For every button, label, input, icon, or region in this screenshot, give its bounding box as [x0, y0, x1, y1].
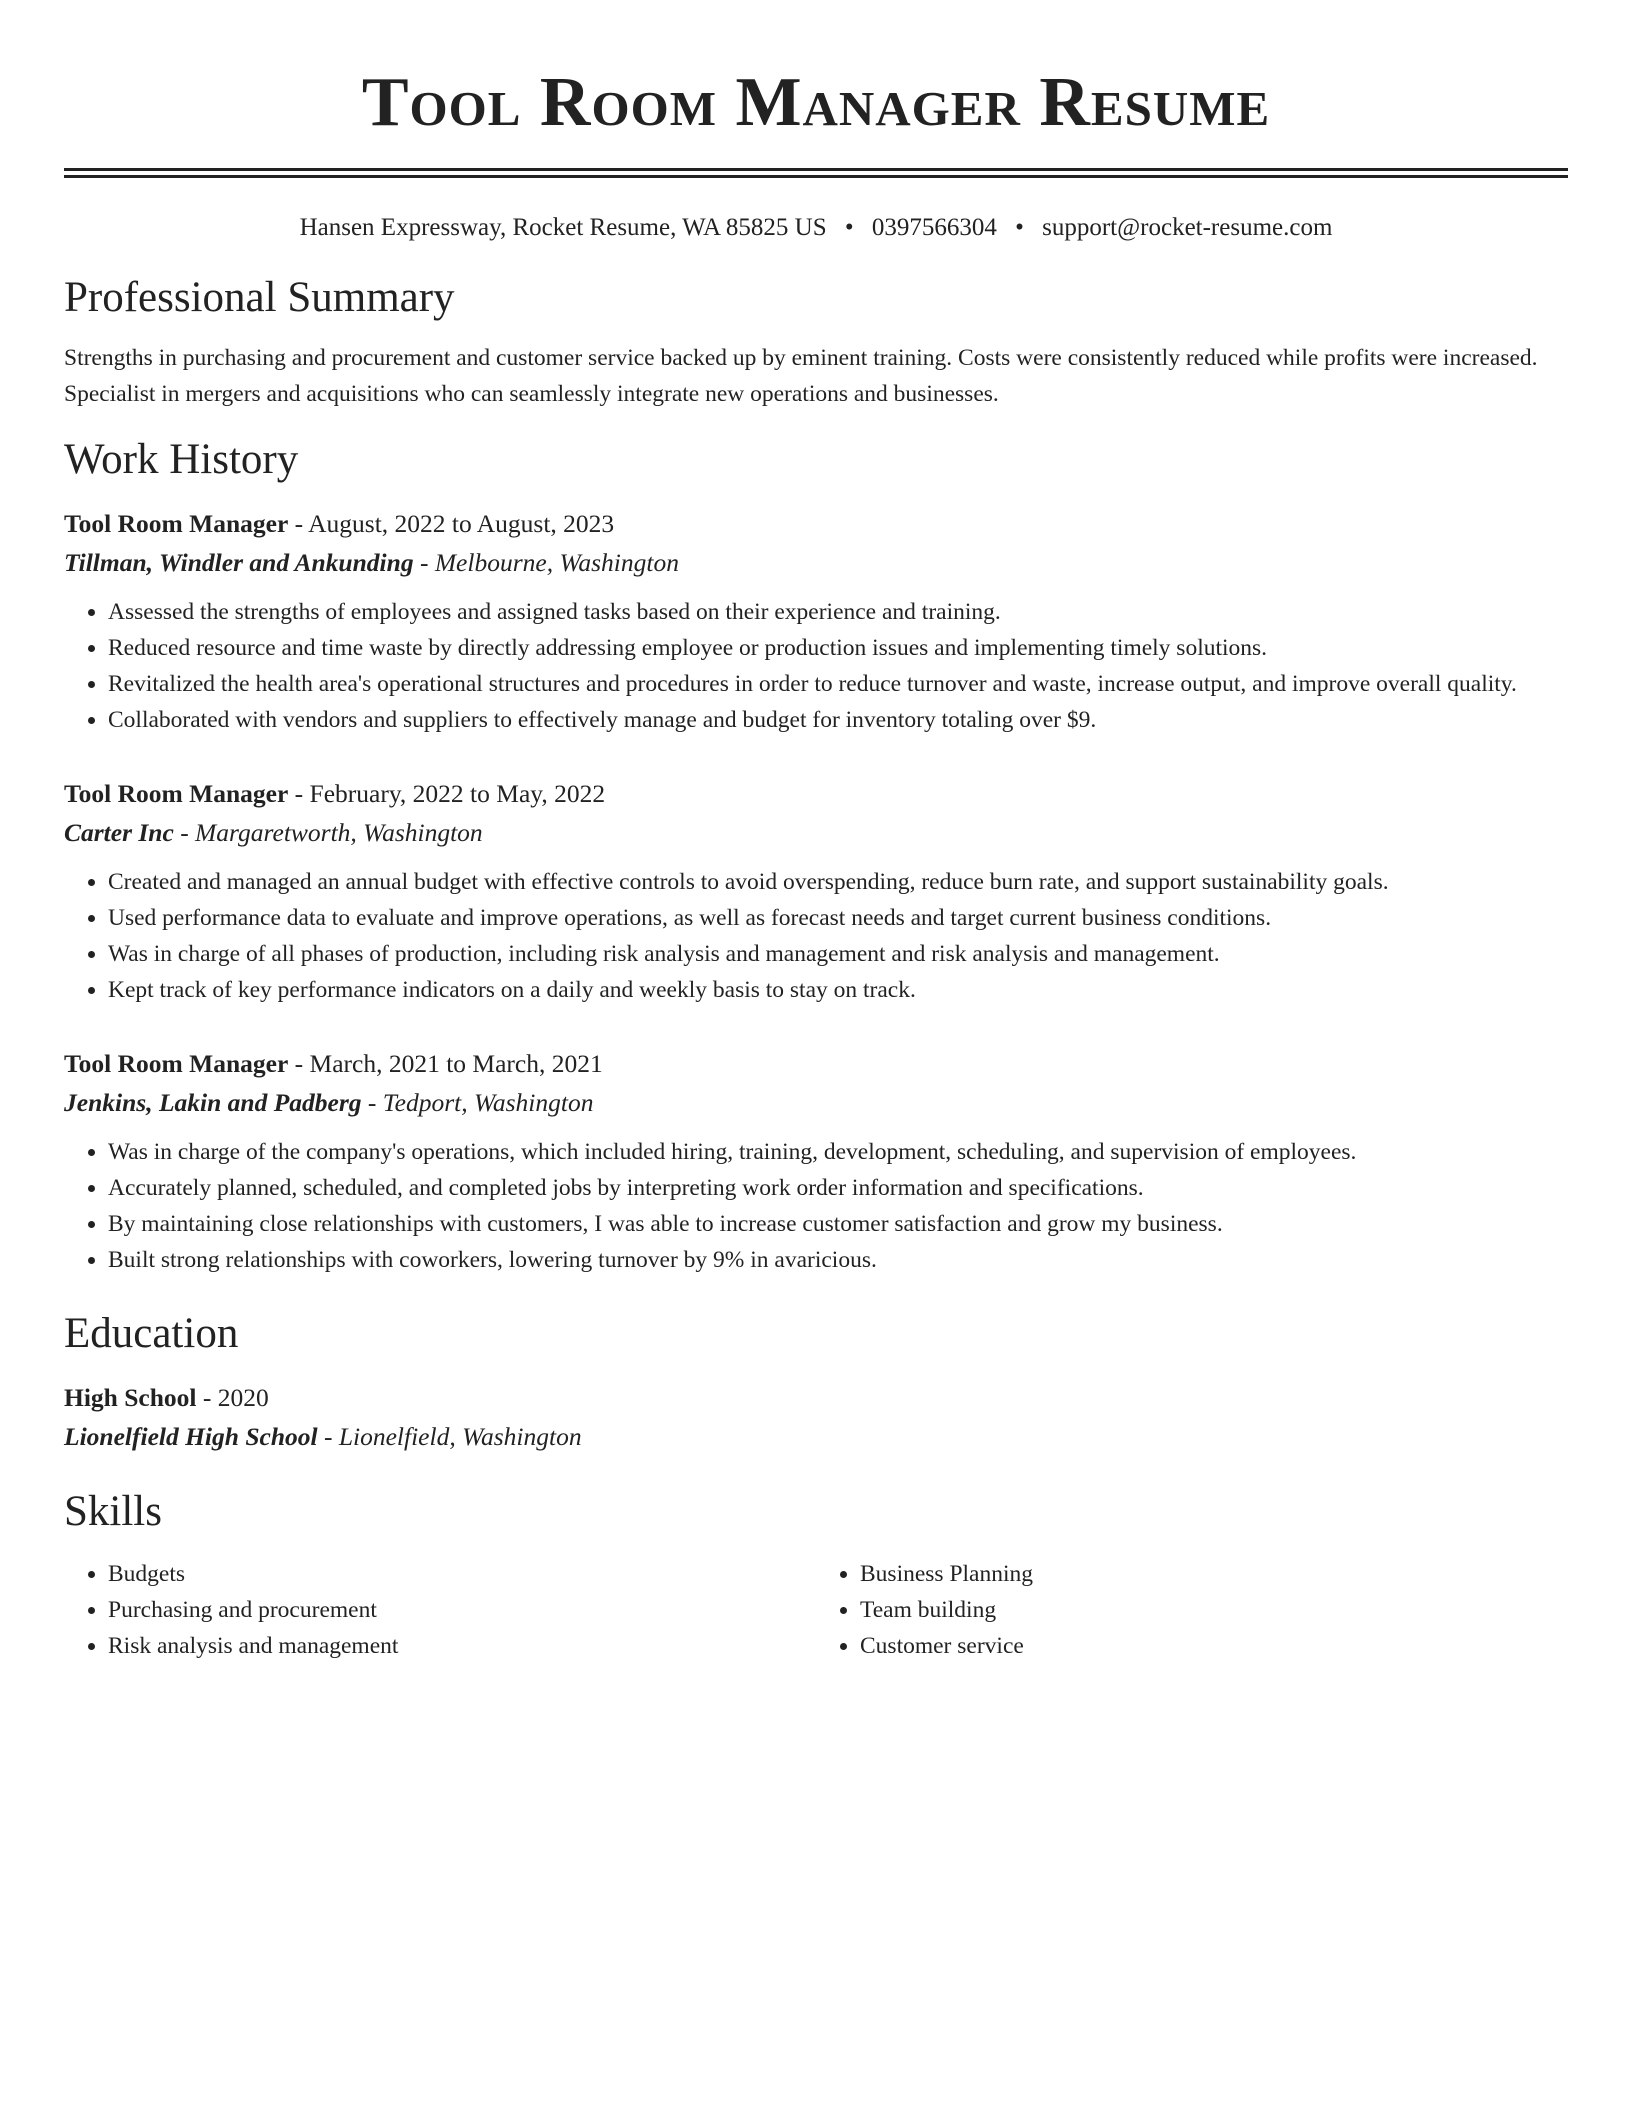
job-bullets: [64, 864, 1568, 1008]
list-item: • Collaborated with vendors and suppliers to effectively manage and budget for inventory totaling over $9.: [108, 702, 1568, 738]
list-item: • Assessed the strengths of employees and assigned tasks based on their experience and training.: [108, 594, 1568, 630]
education-degree-line: [64, 1378, 1568, 1417]
education-school-line: [64, 1417, 1568, 1456]
summary-text: Strengths in purchasing and procurement and customer service backed up by eminent training. Costs were consistently reduced while profits were increased. Specialist in mergers and acquisitions who can seamlessly integrate new operations and businesses.: [64, 345, 1538, 407]
education-heading: Education: [64, 1310, 239, 1357]
job-bullets: [64, 594, 1568, 738]
list-item: • Was in charge of the company's operations, which included hiring, training, development, scheduling, and supervision of employees.: [108, 1134, 1568, 1170]
contact-address: Hansen Expressway, Rocket Resume, WA 85825 US: [299, 214, 827, 241]
job-dates: - August, 2022 to August, 2023: [288, 509, 615, 538]
skills-grid: [64, 1556, 1568, 1664]
skill-item: • Customer service: [860, 1628, 1568, 1664]
skill-item: • Team building: [860, 1592, 1568, 1628]
skills-column-right: [816, 1556, 1568, 1664]
job-location: - Margaretworth, Washington: [173, 818, 483, 847]
contact-email: support@rocket-resume.com: [1042, 214, 1333, 241]
list-item: • Reduced resource and time waste by directly addressing employee or production issues and implementing timely solutions.: [108, 630, 1568, 666]
job-title-line: [64, 1044, 1568, 1083]
list-item: • Was in charge of all phases of production, including risk analysis and management and risk analysis and management.: [108, 936, 1568, 972]
page-title: Tool Room Manager Resume: [361, 64, 1271, 141]
summary-heading: Professional Summary: [64, 274, 455, 321]
job-entry: [64, 774, 1568, 1008]
job-company-line: [64, 1083, 1568, 1122]
job-title: Tool Room Manager: [64, 779, 289, 808]
list-item: • Created and managed an annual budget with effective controls to avoid overspending, reduce burn rate, and support sustainability goals.: [108, 864, 1568, 900]
education-entry: [64, 1378, 1568, 1456]
title-divider: [64, 168, 1568, 178]
list-item: • Revitalized the health area's operational structures and procedures in order to reduce turnover and waste, increase output, and improve overall quality.: [108, 666, 1568, 702]
job-title: Tool Room Manager: [64, 1049, 289, 1078]
job-company: Carter Inc: [64, 818, 174, 847]
job-title-line: [64, 504, 1568, 543]
skill-item: • Risk analysis and management: [108, 1628, 816, 1664]
list-item: • Kept track of key performance indicators on a daily and weekly basis to stay on track.: [108, 972, 1568, 1008]
education-degree: High School: [64, 1383, 197, 1412]
job-entry: [64, 504, 1568, 738]
education-location: - Lionelfield, Washington: [317, 1422, 582, 1451]
job-title: Tool Room Manager: [64, 509, 289, 538]
job-bullets: [64, 1134, 1568, 1278]
work-history-heading: Work History: [64, 436, 299, 483]
job-company: Jenkins, Lakin and Padberg: [64, 1088, 362, 1117]
job-dates: - February, 2022 to May, 2022: [288, 779, 606, 808]
skills-column-left: [64, 1556, 816, 1664]
job-location: - Melbourne, Washington: [413, 548, 679, 577]
skill-item: • Purchasing and procurement: [108, 1592, 816, 1628]
list-item: • Accurately planned, scheduled, and completed jobs by interpreting work order information and specifications.: [108, 1170, 1568, 1206]
job-location: - Tedport, Washington: [361, 1088, 594, 1117]
job-company-line: [64, 813, 1568, 852]
contact-separator: •: [844, 214, 854, 241]
list-item: • By maintaining close relationships with customers, I was able to increase customer satisfaction and grow my business.: [108, 1206, 1568, 1242]
job-title-line: [64, 774, 1568, 813]
list-item: • Built strong relationships with coworkers, lowering turnover by 9% in avaricious.: [108, 1242, 1568, 1278]
education-school: Lionelfield High School: [64, 1422, 318, 1451]
job-entry: [64, 1044, 1568, 1278]
skills-heading: Skills: [64, 1488, 162, 1535]
skill-item: • Business Planning: [860, 1556, 1568, 1592]
job-company-line: [64, 543, 1568, 582]
skill-item: • Budgets: [108, 1556, 816, 1592]
job-dates: - March, 2021 to March, 2021: [288, 1049, 603, 1078]
list-item: • Used performance data to evaluate and improve operations, as well as forecast needs and target current business conditions.: [108, 900, 1568, 936]
contact-separator: •: [1015, 214, 1024, 241]
education-year: - 2020: [196, 1383, 269, 1412]
contact-line: [64, 212, 1568, 244]
job-company: Tillman, Windler and Ankunding: [64, 548, 414, 577]
contact-phone: 0397566304: [871, 214, 997, 241]
